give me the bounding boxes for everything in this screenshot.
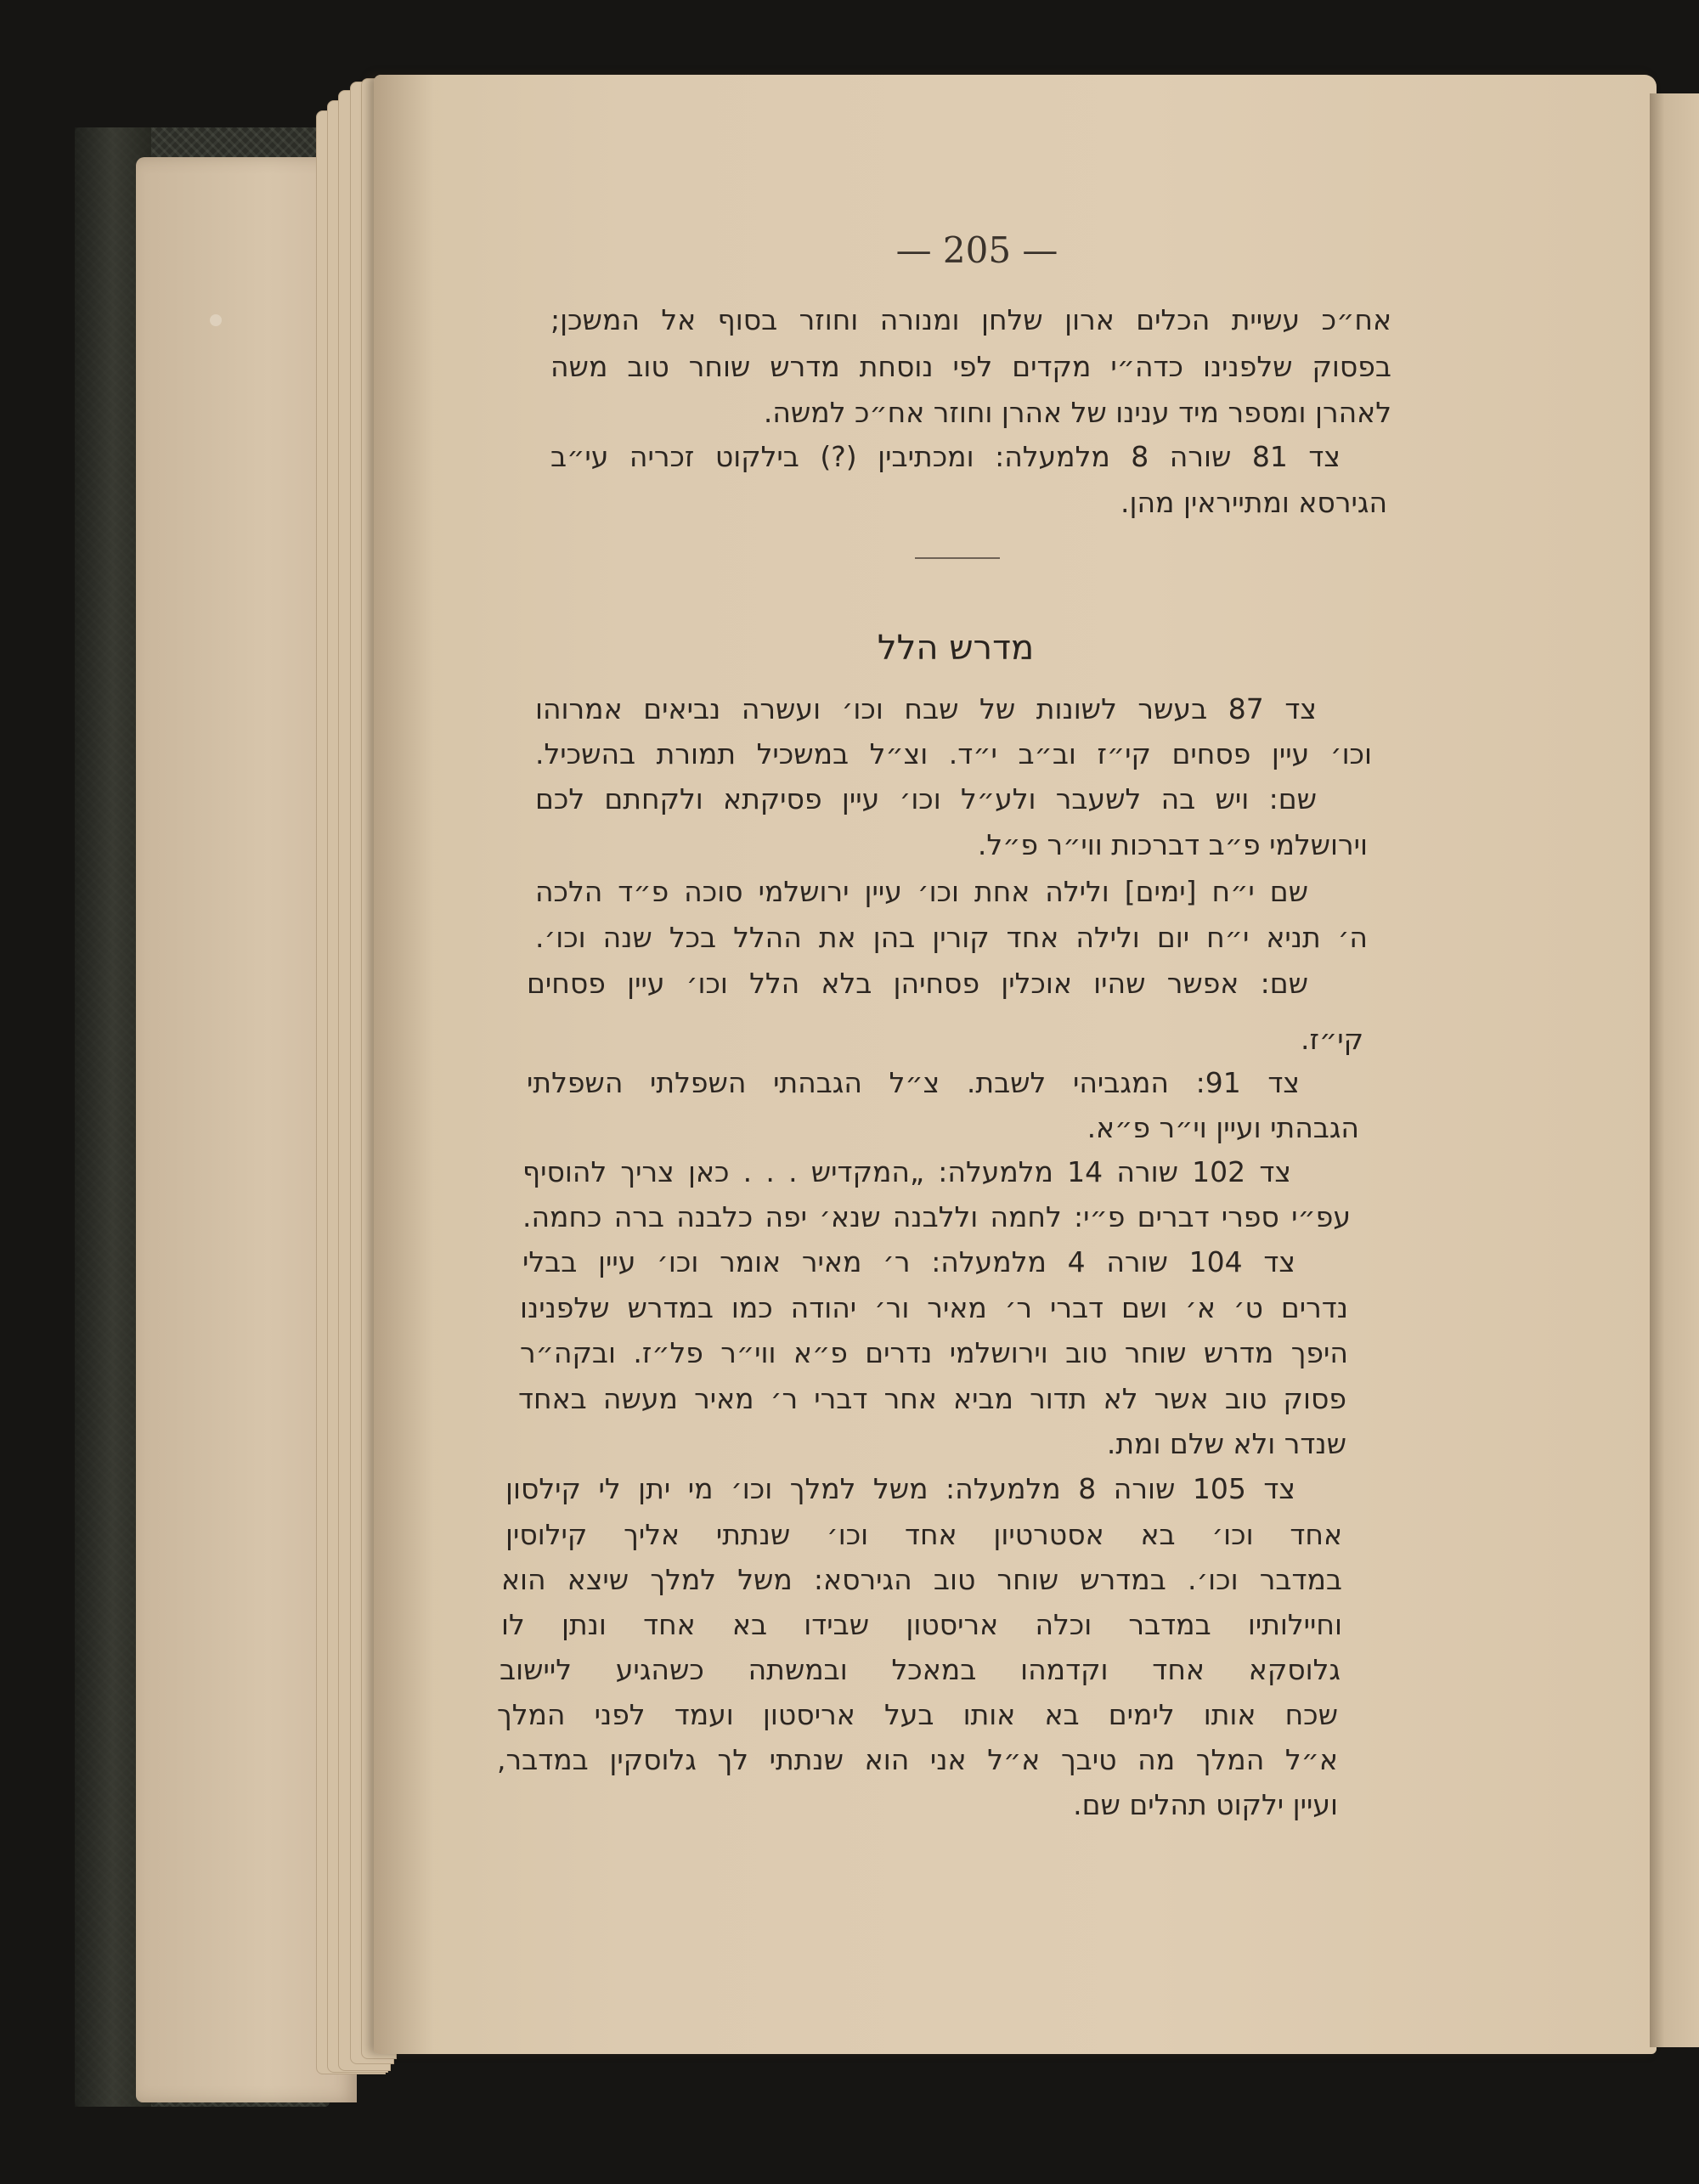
text-line: שכח אותו לימים בא אותו בעל אריסטון ועמד לפני המלך [497,1698,1338,1731]
gutter-shadow [374,75,433,2054]
text-line: שם: אפשר שהיו אוכלין פסחיהן בלא הלל וכו׳ עיין פסחים [527,967,1308,1000]
next-page-edge [1650,93,1699,2047]
page-number: — 205 — [895,229,1058,271]
text-line: ה׳ תניא י״ח יום ולילה אחד קורין בהן את ההלל בכל שנה וכו׳. [535,921,1368,954]
text-line: גלוסקא אחד וקדמהו במאכל ובמשתה כשהגיע ליישוב [500,1653,1341,1686]
text-line: פסוק טוב אשר לא תדור מביא אחר דברי ר׳ מאיר מעשה באחד [518,1382,1346,1415]
text-line: אח״כ עשיית הכלים ארון שלחן ומנורה וחוזר בסוף אל המשכן; [550,303,1391,336]
text-line: אחד וכו׳ בא אסטרטיון אחד וכו׳ שנתתי אליך קילוסין [505,1518,1342,1551]
text-line: צד 91: המגביהי לשבת. צ״ל הגבהתי השפלתי השפלתי [527,1066,1300,1099]
text-line: שם י״ח [ימים] ולילה אחת וכו׳ עיין ירושלמי סוכה פ״ד הלכה [535,875,1308,908]
text-line: ועיין ילקוט תהלים שם. [1073,1788,1338,1821]
text-line: עפ״י ספרי דברים פ״י: לחמה וללבנה שנא׳ יפה כלבנה ברה כחמה. [522,1200,1351,1233]
paper-spot [210,314,222,326]
text-line: לאהרן ומספר מיד ענינו של אהרן וחוזר אח״כ למשה. [763,396,1391,429]
section-heading: מדרש הלל [877,629,1035,668]
text-line: א״ל המלך מה טיבך א״ל אני הוא שנתתי לך גלוסקין במדבר, [497,1743,1338,1776]
text-line: במדבר וכו׳. במדרש שוחר טוב הגירסא: משל למלך שיצא הוא [501,1563,1342,1596]
text-line: שנדר ולא שלם ומת. [1106,1427,1346,1460]
text-line: הגירסא ומתייראין מהן. [1120,486,1387,519]
text-line: נדרים ט׳ א׳ ושם דברי ר׳ מאיר ור׳ יהודה כמו במדרש שלפנינו [520,1291,1348,1324]
text-line: וכו׳ עיין פסחים קי״ז וב״ב י״ד. וצ״ל במשכיל תמורת בהשכיל. [535,737,1372,770]
text-line: צד 104 שורה 4 מלמעלה: ר׳ מאיר אומר וכו׳ עיין בבלי [522,1245,1295,1278]
text-line: הגבהתי ועיין וי״ר פ״א. [1087,1111,1359,1144]
text-line: צד 105 שורה 8 מלמעלה: משל למלך וכו׳ מי יתן לי קילסון [505,1472,1296,1505]
text-line: היפך מדרש שוחר טוב וירושלמי נדרים פ״א ווי״ר פל״ז. ובקה״ר [520,1336,1348,1369]
text-line: וירושלמי פ״ב דברכות ווי״ר פ״ל. [977,828,1368,861]
text-line: צד 81 שורה 8 מלמעלה: ומכתיבין (?) בילקוט זכריה עי״ב [550,440,1341,473]
section-divider [915,557,1000,559]
text-line: צד 87 בעשר לשונות של שבח וכו׳ ועשרה נביאים אמרוהו [535,692,1317,725]
text-line: צד 102 שורה 14 מלמעלה: „המקדיש . . . כאן צריך להוסיף [522,1155,1291,1188]
text-line: קי״ז. [1301,1023,1363,1056]
text-line: וחיילותיו במדבר וכלה אריסטון שבידו בא אחד ונתן לו [501,1608,1342,1641]
text-line: בפסוק שלפנינו כדה״י מקדים לפי נוסחת מדרש שוחר טוב משה [550,350,1391,383]
text-line: שם: ויש בה לשעבר ולע״ל וכו׳ עיין פסיקתא ולקחתם לכם [535,782,1317,815]
